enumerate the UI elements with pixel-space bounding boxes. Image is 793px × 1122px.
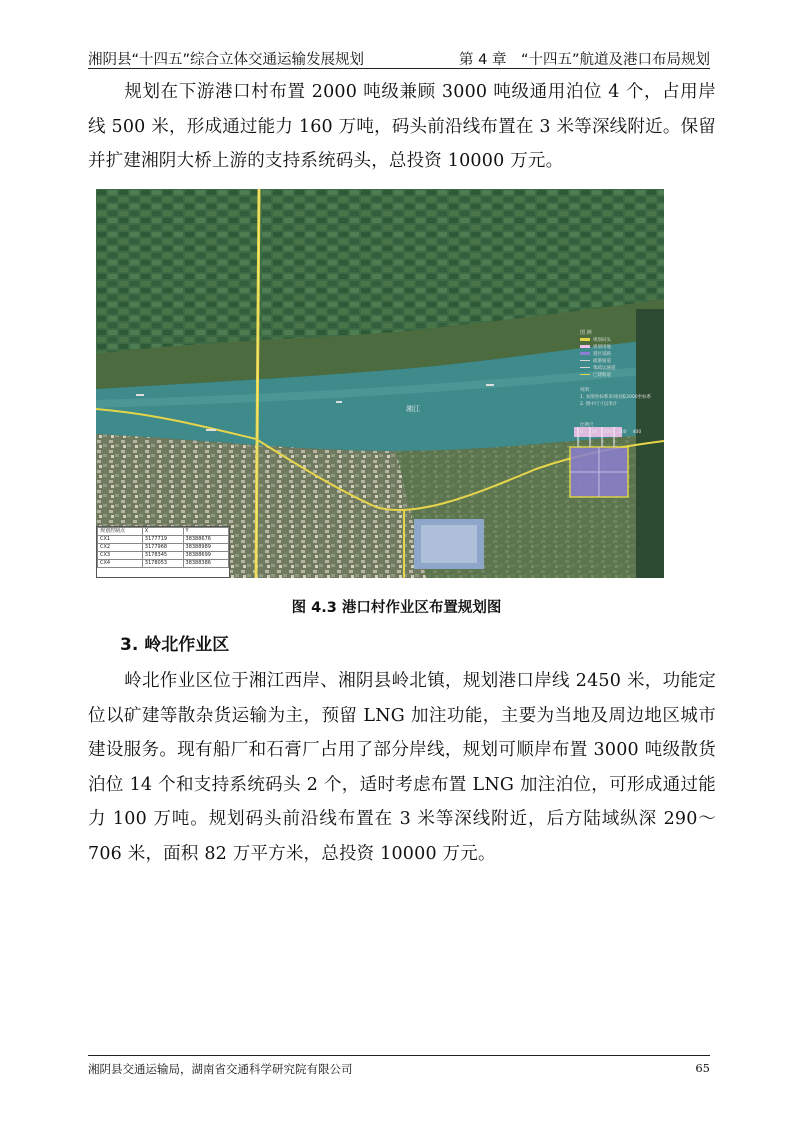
coord-cell: 38388676 — [183, 536, 228, 544]
table-row — [98, 544, 229, 552]
coord-cell: CX3 — [98, 552, 143, 560]
coord-cell: 38388386 — [183, 560, 228, 568]
coord-cell: 3177719 — [142, 536, 183, 544]
legend-item: 已建航道 — [580, 372, 658, 379]
figure-caption: 图 4.3 港口村作业区布置规划图 — [291, 600, 502, 616]
legend-title: 图 例 — [580, 330, 592, 336]
scale-bar: 0 100 200 300 400 — [580, 430, 642, 435]
paragraph-port-village: 规划在下游港口村布置 2000 吨级兼顾 3000 吨级通用泊位 4 个，占用岸线 500 米，形成通过能力 160 万吨，码头前沿线布置在 3 米等深线附近。保留并扩建湘阴大桥上游的支持系统码头，总投资 10000 万元。 — [88, 82, 716, 171]
legend-item: 集疏运通道 — [580, 365, 658, 372]
note-line: 2. 图中尺寸以米计 — [580, 402, 618, 407]
coord-cell: 38388699 — [183, 552, 228, 560]
coord-header-x: X — [142, 528, 183, 536]
river-label: 湘江 — [406, 405, 420, 413]
coord-cell: CX4 — [98, 560, 143, 568]
coord-cell: CX2 — [98, 544, 143, 552]
section-title: 3. 岭北作业区 — [120, 635, 230, 655]
legend-item: 规划码头 — [580, 337, 658, 344]
header-document-title: 湘阴县“十四五”综合立体交通运输发展规划 — [88, 52, 365, 68]
header-chapter-title: 第 4 章 “十四五”航道及港口布局规划 — [459, 52, 710, 68]
map-legend-panel — [580, 330, 658, 436]
scale-label: 比例尺 — [580, 423, 594, 428]
table-row — [98, 560, 229, 568]
page-number: 65 — [695, 1061, 710, 1075]
coord-cell: 3178345 — [142, 552, 183, 560]
notes-title: 说明： — [580, 388, 594, 393]
note-line: 1. 本图坐标系采用国家2000坐标系 — [580, 395, 652, 400]
page-header — [88, 44, 710, 69]
coord-cell: CX1 — [98, 536, 143, 544]
coord-cell: 3178053 — [142, 560, 183, 568]
table-row — [98, 552, 229, 560]
coord-cell: 38388989 — [183, 544, 228, 552]
coord-cell: 3177968 — [142, 544, 183, 552]
legend-item: 疏港通道 — [580, 358, 658, 365]
coord-header-y: Y — [183, 528, 228, 536]
page-footer — [88, 1055, 710, 1082]
table-row — [98, 536, 229, 544]
legend-item: 港区道路 — [580, 351, 658, 358]
footer-organization: 湘阴县交通运输局，湖南省交通科学研究院有限公司 — [88, 1062, 353, 1076]
coord-header-point: 规划控制点 — [98, 528, 143, 536]
coordinate-table — [96, 526, 230, 578]
port-village-satellite-map — [96, 189, 664, 578]
legend-item: 规划用地 — [580, 344, 658, 351]
paragraph-lingbei: 岭北作业区位于湘江西岸、湘阴县岭北镇，规划港口岸线 2450 米，功能定位以矿建等散杂货运输为主，预留 LNG 加注功能，主要为当地及周边地区城市建设服务。现有船厂和石膏厂占用了部分岸线，规划可顺岸布置 3000 吨级散货泊位 14 个和支持系统码头 2 个，适时考虑布置 LNG 加注泊位，可形成通过能力 100 万吨。规划码头前沿线布置在 3 米等深线附近，后方陆域纵深 290～706 米，面积 82 万平方米，总投资 10000 万元。 — [88, 671, 716, 864]
